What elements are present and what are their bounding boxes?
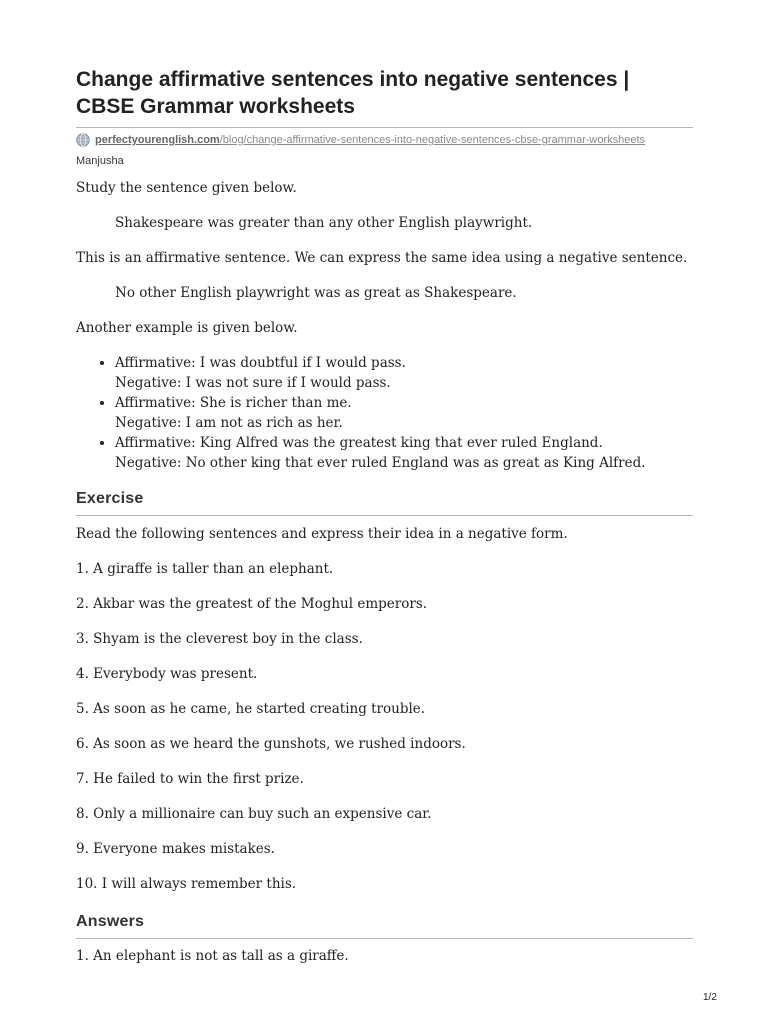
affirmative-example: • Affirmative: I was doubtful if I would pass. [115, 355, 406, 371]
list-item: 1. A giraffe is taller than an elephant. [76, 561, 334, 577]
exercise-instruction: Read the following sentences and express their idea in a negative form. [76, 526, 568, 542]
answers-list [76, 946, 693, 966]
exercise-divider [76, 515, 693, 516]
list-item [115, 433, 693, 473]
answers-heading: Answers [76, 913, 145, 930]
list-item: 5. As soon as he came, he started creating trouble. [76, 701, 426, 717]
page-number: 1/2 [703, 992, 717, 1003]
source-path[interactable]: /blog/change-affirmative-sentences-into-negative-sentences-cbse-grammar-worksheets [219, 134, 646, 146]
example-affirmative: Shakespeare was greater than any other English playwright. [115, 215, 533, 231]
negative-example: Negative: No other king that ever ruled England was as great as King Alfred. [115, 455, 646, 471]
author-name: Manjusha [76, 155, 124, 167]
intro-another: Another example is given below. [76, 320, 298, 336]
list-item: 1. An elephant is not as tall as a giraffe. [76, 948, 349, 964]
negative-example: Negative: I was not sure if I would pass. [115, 375, 391, 391]
example-list [76, 353, 693, 473]
list-item: 3. Shyam is the cleverest boy in the class. [76, 631, 363, 647]
list-item: 10. I will always remember this. [76, 876, 297, 892]
negative-example: Negative: I am not as rich as her. [115, 415, 343, 431]
list-item [115, 353, 693, 393]
exercise-heading: Exercise [76, 490, 144, 507]
list-item: 7. He failed to win the first prize. [76, 771, 304, 787]
list-item: 8. Only a millionaire can buy such an expensive car. [76, 806, 432, 822]
title-divider [76, 127, 693, 128]
intro-explanation: This is an affirmative sentence. We can express the same idea using a negative sentence. [76, 250, 688, 266]
affirmative-example: • Affirmative: King Alfred was the greatest king that ever ruled England. [115, 435, 603, 451]
source-link[interactable] [76, 133, 693, 147]
answers-divider [76, 938, 693, 939]
intro-study: Study the sentence given below. [76, 180, 297, 196]
affirmative-example: • Affirmative: She is richer than me. [115, 395, 352, 411]
page-title: Change affirmative sentences into negative sentences | CBSE Grammar worksheets [76, 68, 630, 118]
source-domain[interactable]: perfectyourenglish.com [95, 134, 220, 146]
list-item [115, 393, 693, 433]
globe-icon [76, 133, 90, 147]
example-negative: No other English playwright was as great as Shakespeare. [115, 285, 517, 301]
list-item: 6. As soon as we heard the gunshots, we rushed indoors. [76, 736, 466, 752]
exercise-list [76, 559, 693, 894]
document-page [76, 0, 693, 966]
list-item: 2. Akbar was the greatest of the Moghul emperors. [76, 596, 428, 612]
list-item: 4. Everybody was present. [76, 666, 258, 682]
list-item: 9. Everyone makes mistakes. [76, 841, 275, 857]
